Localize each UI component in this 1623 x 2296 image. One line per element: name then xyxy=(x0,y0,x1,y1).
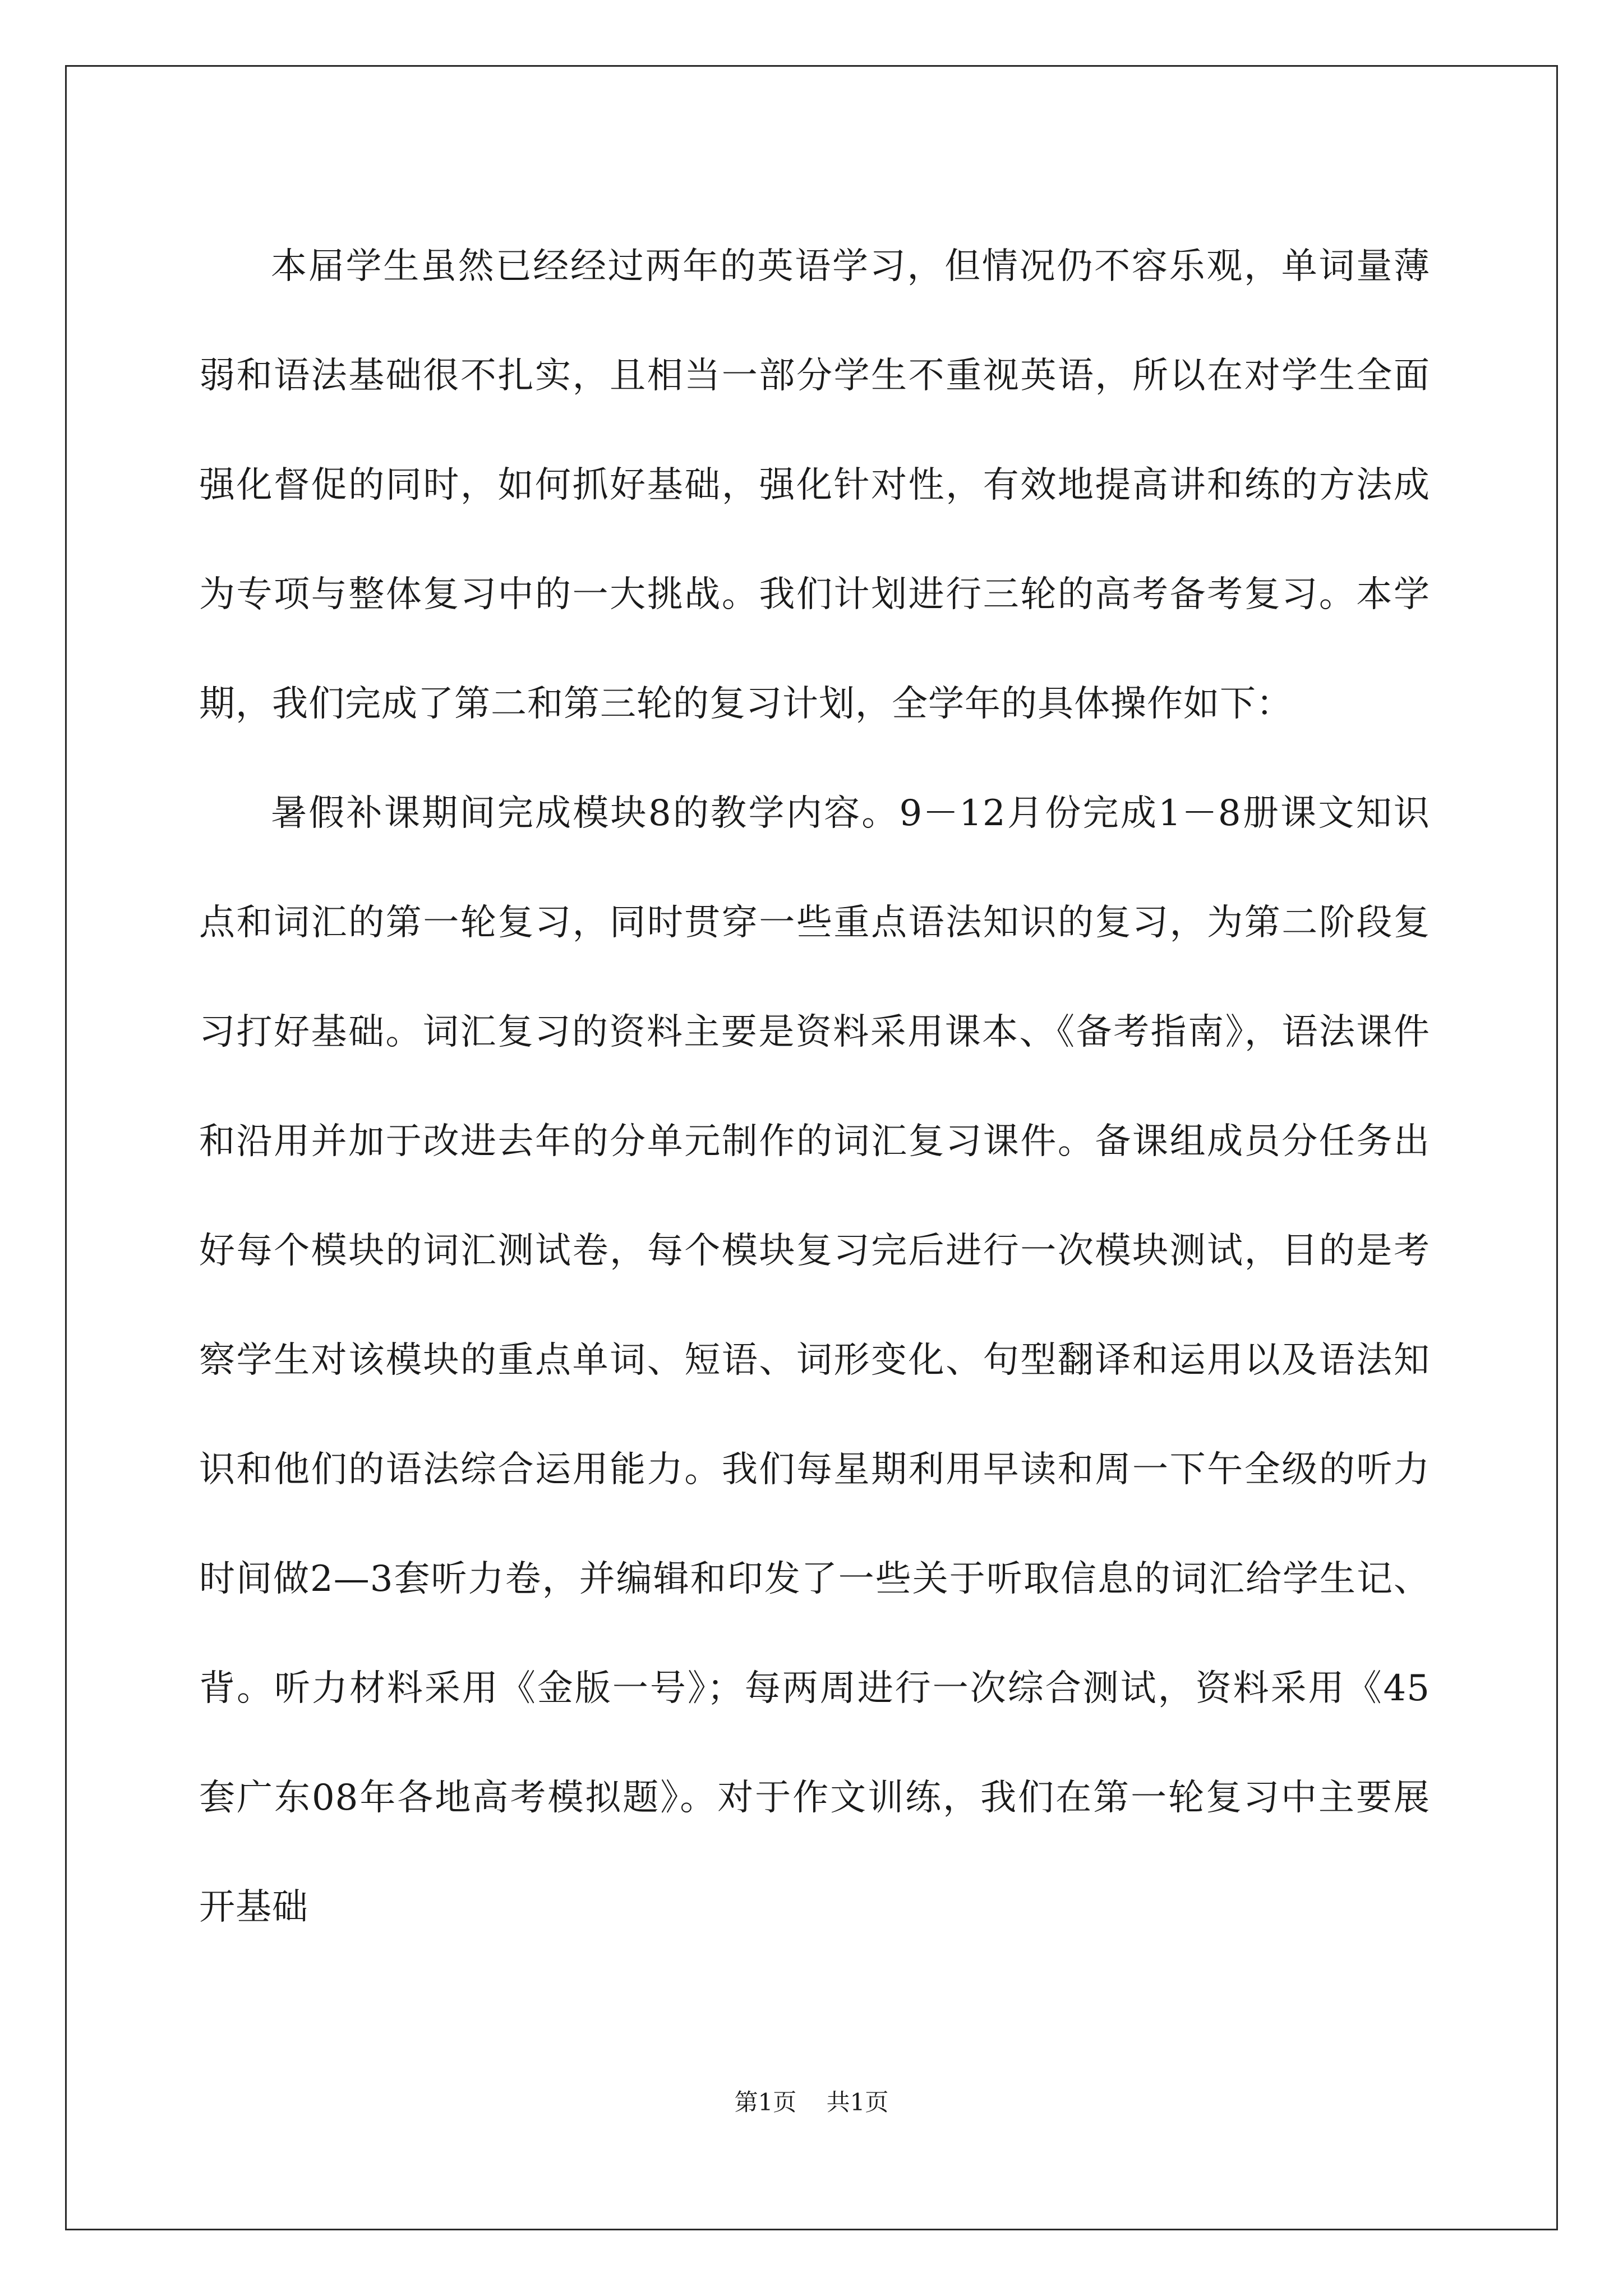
paragraph-1: 本届学生虽然已经经过两年的英语学习，但情况仍不容乐观，单词量薄弱和语法基础很不扎实，且相当一部分学生不重视英语，所以在对学生全面强化督促的同时，如何抓好基础，强化针对性，有效地提高讲和练的方法成为专项与整体复习中的一大挑战。我们计划进行三轮的高考备考复习。本学期，我们完成了第二和第三轮的复习计划，全学年的具体操作如下： xyxy=(199,246,1430,725)
paragraph-2: 暑假补课期间完成模块8的教学内容。9－12月份完成1－8册课文知识点和词汇的第一轮复习，同时贯穿一些重点语法知识的复习，为第二阶段复习打好基础。词汇复习的资料主要是资料采用课本、《备考指南》，语法课件和沿用并加于改进去年的分单元制作的词汇复习课件。备课组成员分任务出好每个模块的词汇测试卷，每个模块复习完后进行一次模块测试，目的是考察学生对该模块的重点单词、短语、词形变化、句型翻译和运用以及语法知识和他们的语法综合运用能力。我们每星期利用早读和周一下午全级的听力时间做2—3套听力卷，并编辑和印发了一些关于听取信息的词汇给学生记、背。听力材料采用《金版一号》；每两周进行一次综合测试，资料采用《45套广东08年各地高考模拟题》。对于作文训练，我们在第一轮复习中主要展开基础 xyxy=(199,793,1430,1928)
document-body xyxy=(199,212,1430,1962)
page-number: 第1页 xyxy=(734,2088,797,2116)
page-footer xyxy=(0,2086,1623,2119)
page-total: 共1页 xyxy=(826,2088,889,2116)
